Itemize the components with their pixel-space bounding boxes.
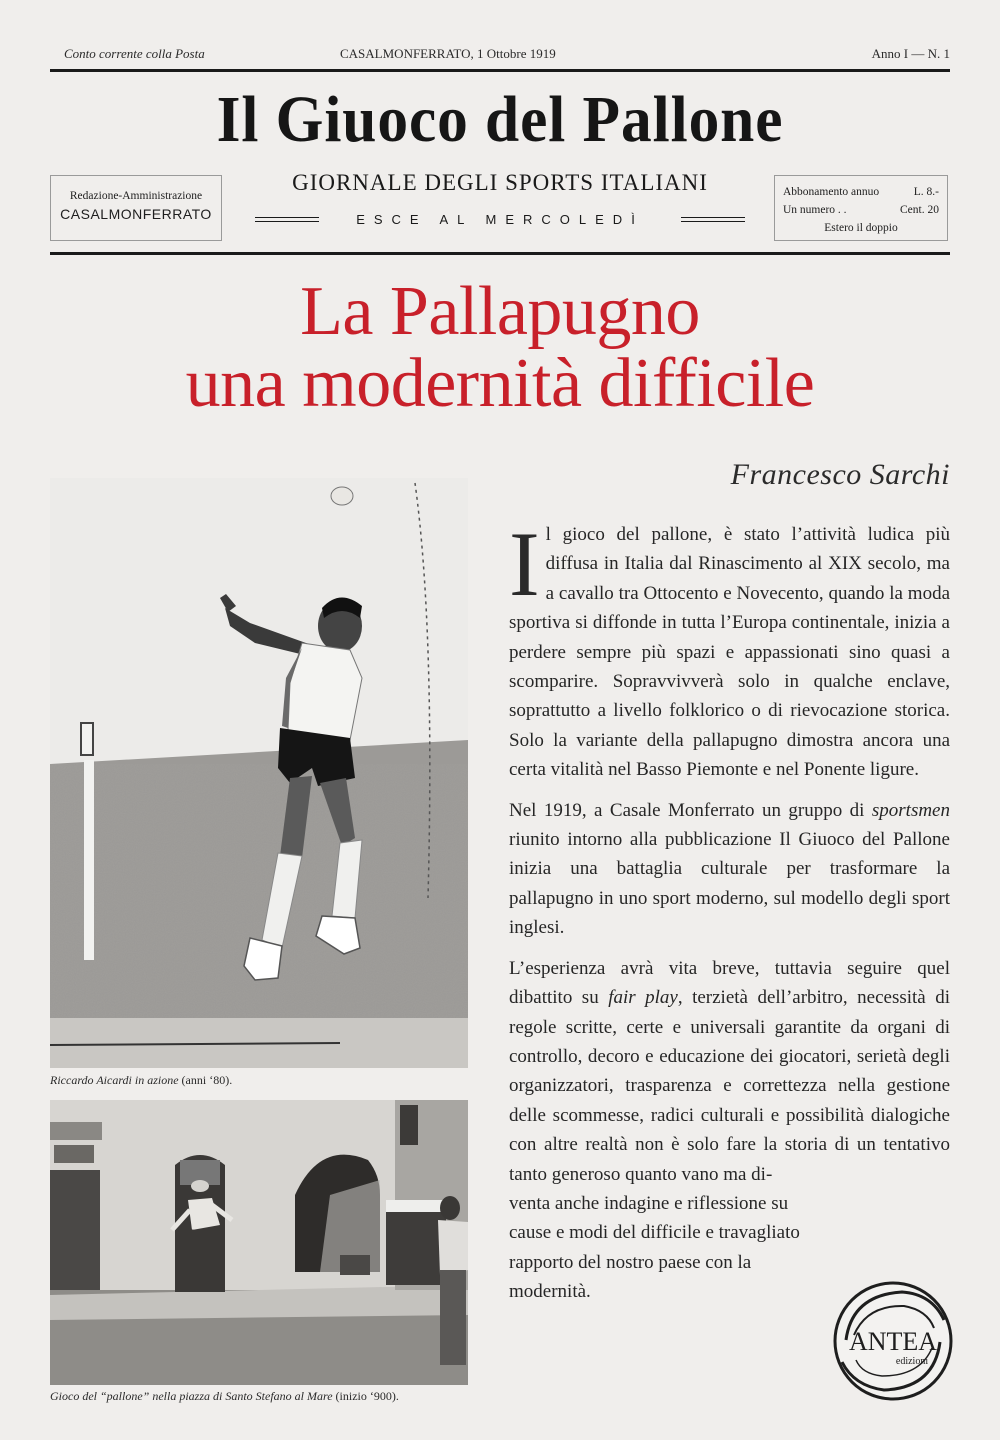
headline-line-1: La Pallapugno bbox=[300, 273, 700, 350]
article-body bbox=[509, 513, 950, 1318]
caption-title: Riccardo Aicardi in azione bbox=[50, 1073, 179, 1087]
price-label: Un numero . . bbox=[783, 204, 847, 216]
paragraph-text: Nel 1919, a Casale Monferrato un gruppo di bbox=[509, 799, 872, 821]
office-city: CASALMONFERRATO bbox=[60, 206, 212, 222]
caption-title: Gioco del “pallone” nella piazza di Santo Stefano al Mare bbox=[50, 1389, 333, 1403]
article-paragraph-2 bbox=[509, 796, 950, 943]
drop-cap: I bbox=[509, 513, 540, 615]
masthead-rule-bottom bbox=[50, 252, 950, 255]
photo-player-jumping bbox=[50, 478, 468, 1068]
piazza-photo-illustration bbox=[50, 1100, 468, 1385]
headline-line-2: una modernità difficile bbox=[185, 345, 815, 422]
subscription-box bbox=[774, 175, 948, 241]
caption-date: (anni ‘80). bbox=[178, 1073, 233, 1087]
masthead-topline bbox=[50, 44, 950, 66]
emphasis-text: sportsmen bbox=[871, 799, 950, 821]
photo-piazza-game bbox=[50, 1100, 468, 1385]
editorial-office-box bbox=[50, 175, 222, 241]
double-rule-right bbox=[681, 217, 745, 222]
price-value: L. 8.- bbox=[913, 186, 939, 198]
subscription-row bbox=[775, 201, 947, 219]
masthead-rule-top bbox=[50, 69, 950, 72]
newspaper-subtitle: GIORNALE DEGLI SPORTS ITALIANI bbox=[292, 170, 708, 195]
publication-schedule bbox=[255, 212, 745, 227]
headline bbox=[0, 273, 1000, 422]
price-value: Cent. 20 bbox=[900, 204, 939, 216]
paragraph-text: L’esperienza avrà vita breve, tuttavia seguire quel dibattito su bbox=[509, 957, 950, 1009]
paragraph-text: l gioco del pallone, è stato l’attività ludica più diffusa in Italia dal Rinascimento al XIX secolo, ma a cavallo tra Ottocento e Novecento, quando la moda sportiva si diffonde in tutta l’Europa continentale, inizia a perdere sempre più spazi e appassionati sino quasi a scomparire. Sopravvivverà solo in qualche enclave, soprattutto a livello folklorico o di rievocazione storica. Solo la variante della pallapugno dimostra ancora una certa vitalità nel Basso Piemonte e nel Ponente ligure. bbox=[509, 524, 950, 781]
newspaper-title: Il Giuoco del Pallone bbox=[216, 83, 784, 156]
paragraph-text: , terzietà dell’arbitro, necessità di regole scritte, certe e universali garantite da organi di controllo, decoro e educazione dei giocatori, serietà degli organizzatori, trasparenza e correttezza nella gestione delle scommesse, radici culturali e possibilità dialogiche con altre realtà non è solo fare la storia di un tentativo tanto generoso quanto vano ma di- bbox=[509, 987, 950, 1185]
dateline: CASALMONFERRATO, 1 Ottobre 1919 bbox=[340, 46, 556, 61]
office-label: Redazione-Amministrazione bbox=[69, 190, 203, 202]
postal-note: Conto corrente colla Posta bbox=[64, 46, 205, 61]
publisher-logo bbox=[832, 1280, 954, 1402]
caption-date: (inizio ‘900). bbox=[332, 1389, 399, 1403]
issue-number: Anno I — N. 1 bbox=[871, 46, 950, 61]
paragraph-text: riunito intorno alla pubblicazione Il Giuoco del Pallone inizia una battaglia culturale per trasformare la pallapugno in uno sport moderno, sul modello degli sport inglesi. bbox=[509, 829, 950, 939]
article-paragraph-1 bbox=[509, 513, 950, 785]
schedule-text: ESCE AL MERCOLEDÌ bbox=[356, 212, 644, 227]
article-paragraph-3 bbox=[509, 954, 950, 1189]
article-paragraph-3-continued bbox=[509, 1189, 809, 1307]
player-photo-illustration bbox=[50, 478, 468, 1068]
foreign-price-note: Estero il doppio bbox=[824, 222, 898, 234]
publisher-name: ANTEA bbox=[848, 1327, 938, 1356]
antea-logo-icon bbox=[832, 1280, 954, 1402]
paragraph-text: venta anche indagine e riflessione su cause e modi del difficile e travagliato rapporto del nostro paese con la modernità. bbox=[509, 1192, 800, 1303]
double-rule-left bbox=[255, 217, 319, 222]
emphasis-text: fair play bbox=[608, 987, 678, 1009]
author-byline: Francesco Sarchi bbox=[730, 458, 950, 491]
photo-caption bbox=[50, 1073, 232, 1088]
publisher-sub: edizioni bbox=[895, 1356, 929, 1367]
photo-caption bbox=[50, 1389, 399, 1404]
price-label: Abbonamento annuo bbox=[783, 186, 880, 198]
subscription-row bbox=[775, 183, 947, 201]
